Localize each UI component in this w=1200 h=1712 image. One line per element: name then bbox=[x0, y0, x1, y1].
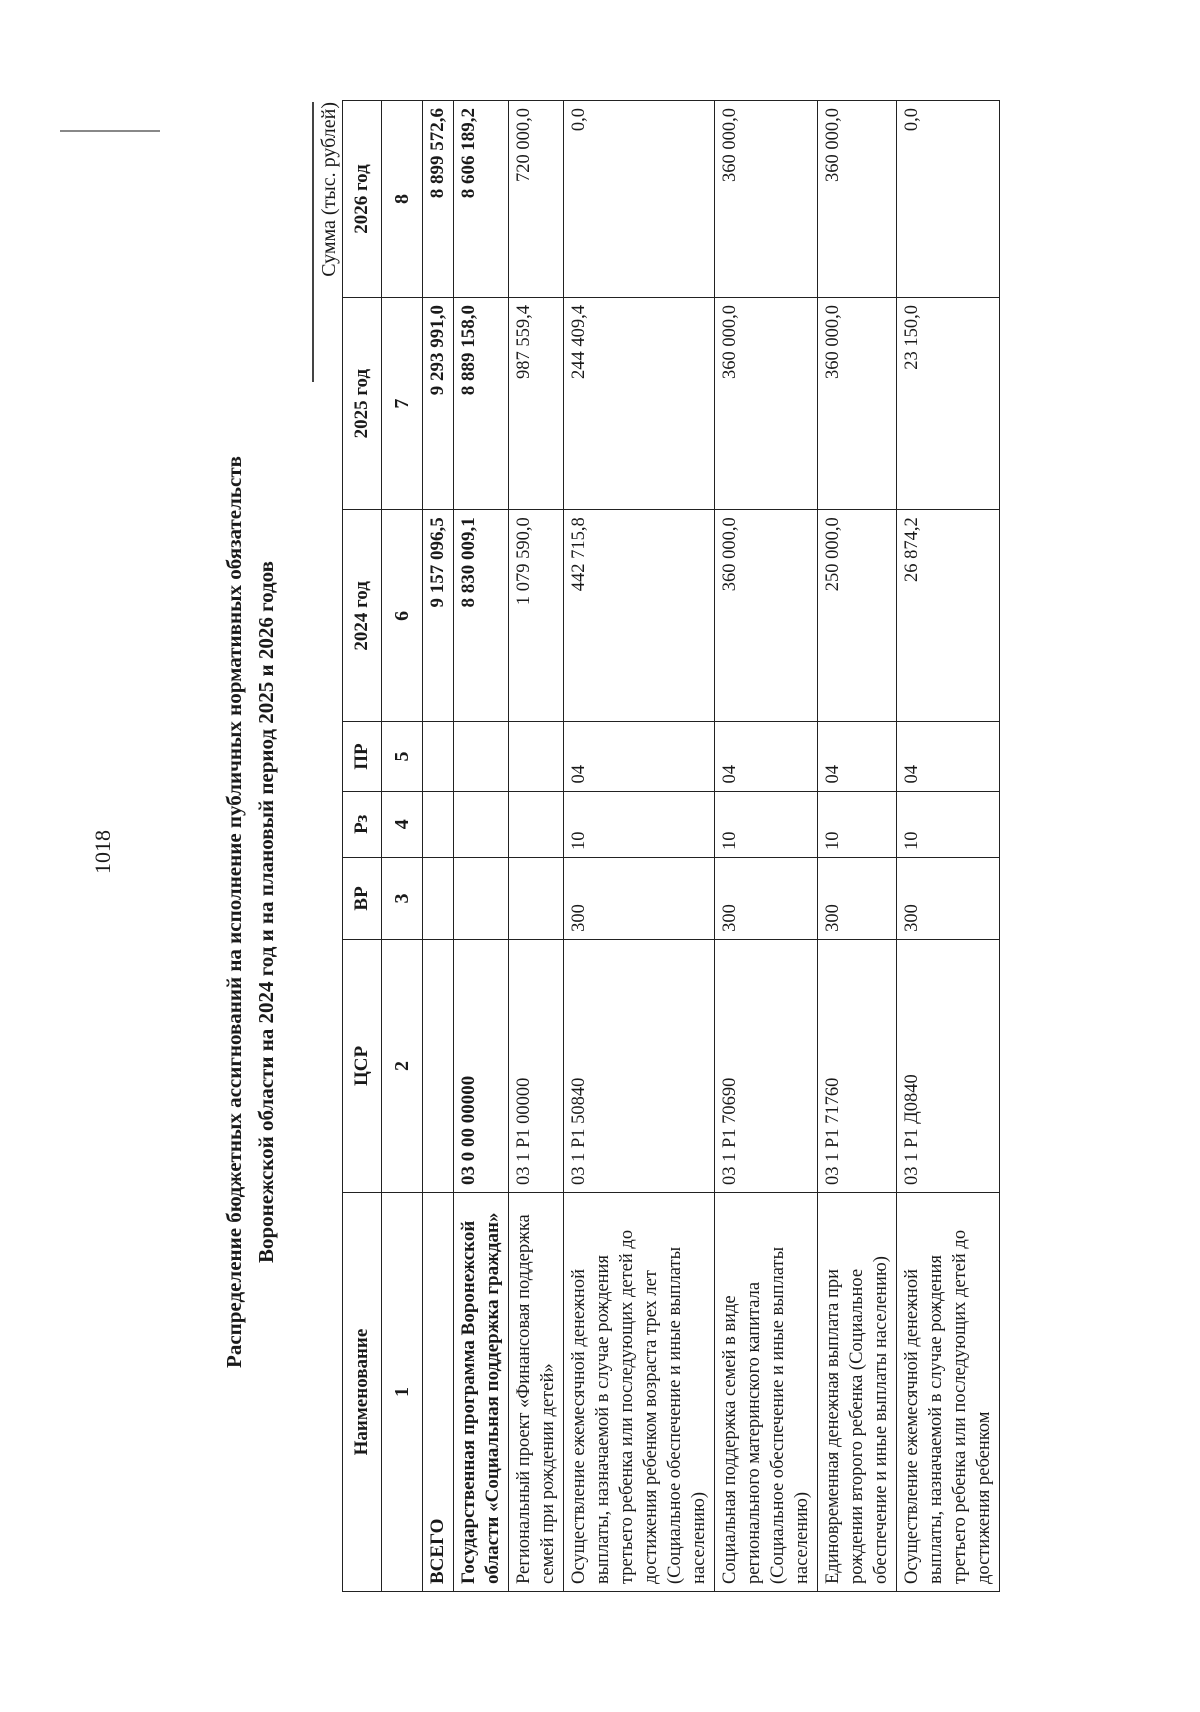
row-name: ВСЕГО bbox=[423, 1193, 454, 1592]
column-number: 8 bbox=[382, 101, 423, 298]
table-row bbox=[454, 101, 509, 1592]
row-pr bbox=[509, 722, 564, 791]
row-csr: 03 1 Р1 Д0840 bbox=[897, 939, 1000, 1192]
row-name: Социальная поддержка семей в виде регионального материнского капитала (Социальное обеспечение и иные выплаты населению) bbox=[715, 1193, 818, 1592]
header-2025: 2025 год bbox=[343, 297, 382, 509]
row-pr: 04 bbox=[818, 722, 897, 791]
row-2025: 8 889 158,0 bbox=[454, 297, 509, 509]
row-2026: 360 000,0 bbox=[818, 101, 897, 298]
row-vr: 300 bbox=[818, 858, 897, 940]
budget-table bbox=[342, 100, 1000, 1592]
row-csr: 03 1 Р1 00000 bbox=[509, 939, 564, 1192]
row-vr: 300 bbox=[897, 858, 1000, 940]
column-number: 7 bbox=[382, 297, 423, 509]
document-title-line-2: Воронежской области на 2024 год и на плановый период 2025 и 2026 годов bbox=[254, 561, 278, 1263]
row-2026: 720 000,0 bbox=[509, 101, 564, 298]
table-row bbox=[818, 101, 897, 1592]
scan-artifact-line bbox=[60, 131, 160, 133]
page-number: 1018 bbox=[90, 830, 115, 874]
row-2026: 8 899 572,6 bbox=[423, 101, 454, 298]
header-2024: 2024 год bbox=[343, 510, 382, 722]
column-number: 2 bbox=[382, 939, 423, 1192]
row-vr bbox=[509, 858, 564, 940]
table-row bbox=[509, 101, 564, 1592]
column-number: 3 bbox=[382, 858, 423, 940]
row-2024: 9 157 096,5 bbox=[423, 510, 454, 722]
row-csr: 03 0 00 00000 bbox=[454, 939, 509, 1192]
header-name: Наименование bbox=[343, 1193, 382, 1592]
row-2025: 244 409,4 bbox=[564, 297, 715, 509]
row-2025: 360 000,0 bbox=[715, 297, 818, 509]
row-name: Региональный проект «Финансовая поддержка семей при рождении детей» bbox=[509, 1193, 564, 1592]
row-2024: 442 715,8 bbox=[564, 510, 715, 722]
header-pr: ПР bbox=[343, 722, 382, 791]
row-rz bbox=[509, 791, 564, 857]
column-number: 4 bbox=[382, 791, 423, 857]
row-name: Единовременная денежная выплата при рождении второго ребенка (Социальное обеспечение и иные выплаты населению) bbox=[818, 1193, 897, 1592]
row-2025: 360 000,0 bbox=[818, 297, 897, 509]
row-vr bbox=[423, 858, 454, 940]
row-2024: 250 000,0 bbox=[818, 510, 897, 722]
row-pr bbox=[454, 722, 509, 791]
row-2026: 0,0 bbox=[897, 101, 1000, 298]
row-2025: 987 559,4 bbox=[509, 297, 564, 509]
table-row bbox=[564, 101, 715, 1592]
column-number: 1 bbox=[382, 1193, 423, 1592]
table-row-total bbox=[423, 101, 454, 1592]
row-vr: 300 bbox=[715, 858, 818, 940]
scan-artifact-line bbox=[312, 102, 314, 382]
table-header-row bbox=[343, 101, 382, 1592]
row-csr bbox=[423, 939, 454, 1192]
row-2024: 1 079 590,0 bbox=[509, 510, 564, 722]
row-csr: 03 1 Р1 70690 bbox=[715, 939, 818, 1192]
column-number: 5 bbox=[382, 722, 423, 791]
row-2026: 0,0 bbox=[564, 101, 715, 298]
row-vr: 300 bbox=[564, 858, 715, 940]
row-pr bbox=[423, 722, 454, 791]
row-name: Осуществление ежемесячной денежной выплаты, назначаемой в случае рождения третьего ребенка или последующих детей до достижения ребенком возраста трех лет (Социальное обеспечение и иные выплаты населению) bbox=[564, 1193, 715, 1592]
header-2026: 2026 год bbox=[343, 101, 382, 298]
row-name: Государственная программа Воронежской области «Социальная поддержка граждан» bbox=[454, 1193, 509, 1592]
row-2025: 23 150,0 bbox=[897, 297, 1000, 509]
column-number: 6 bbox=[382, 510, 423, 722]
header-csr: ЦСР bbox=[343, 939, 382, 1192]
row-2025: 9 293 991,0 bbox=[423, 297, 454, 509]
row-pr: 04 bbox=[564, 722, 715, 791]
row-pr: 04 bbox=[897, 722, 1000, 791]
row-2024: 8 830 009,1 bbox=[454, 510, 509, 722]
header-rz: Рз bbox=[343, 791, 382, 857]
row-name: Осуществление ежемесячной денежной выплаты, назначаемой в случае рождения третьего ребенка или последующих детей до достижения ребенком bbox=[897, 1193, 1000, 1592]
row-2024: 26 874,2 bbox=[897, 510, 1000, 722]
row-csr: 03 1 Р1 50840 bbox=[564, 939, 715, 1192]
row-2026: 360 000,0 bbox=[715, 101, 818, 298]
row-rz bbox=[423, 791, 454, 857]
row-rz: 10 bbox=[715, 791, 818, 857]
document-title bbox=[218, 172, 282, 1652]
column-number-row bbox=[382, 101, 423, 1592]
row-csr: 03 1 Р1 71760 bbox=[818, 939, 897, 1192]
document-title-line-1: Распределение бюджетных ассигнований на исполнение публичных нормативных обязательств bbox=[222, 456, 246, 1368]
table-row bbox=[897, 101, 1000, 1592]
row-pr: 04 bbox=[715, 722, 818, 791]
table-row bbox=[715, 101, 818, 1592]
row-rz: 10 bbox=[564, 791, 715, 857]
header-vr: ВР bbox=[343, 858, 382, 940]
row-2024: 360 000,0 bbox=[715, 510, 818, 722]
units-label: Сумма (тыс. рублей) bbox=[318, 102, 340, 277]
row-vr bbox=[454, 858, 509, 940]
row-rz: 10 bbox=[818, 791, 897, 857]
row-rz bbox=[454, 791, 509, 857]
row-2026: 8 606 189,2 bbox=[454, 101, 509, 298]
row-rz: 10 bbox=[897, 791, 1000, 857]
